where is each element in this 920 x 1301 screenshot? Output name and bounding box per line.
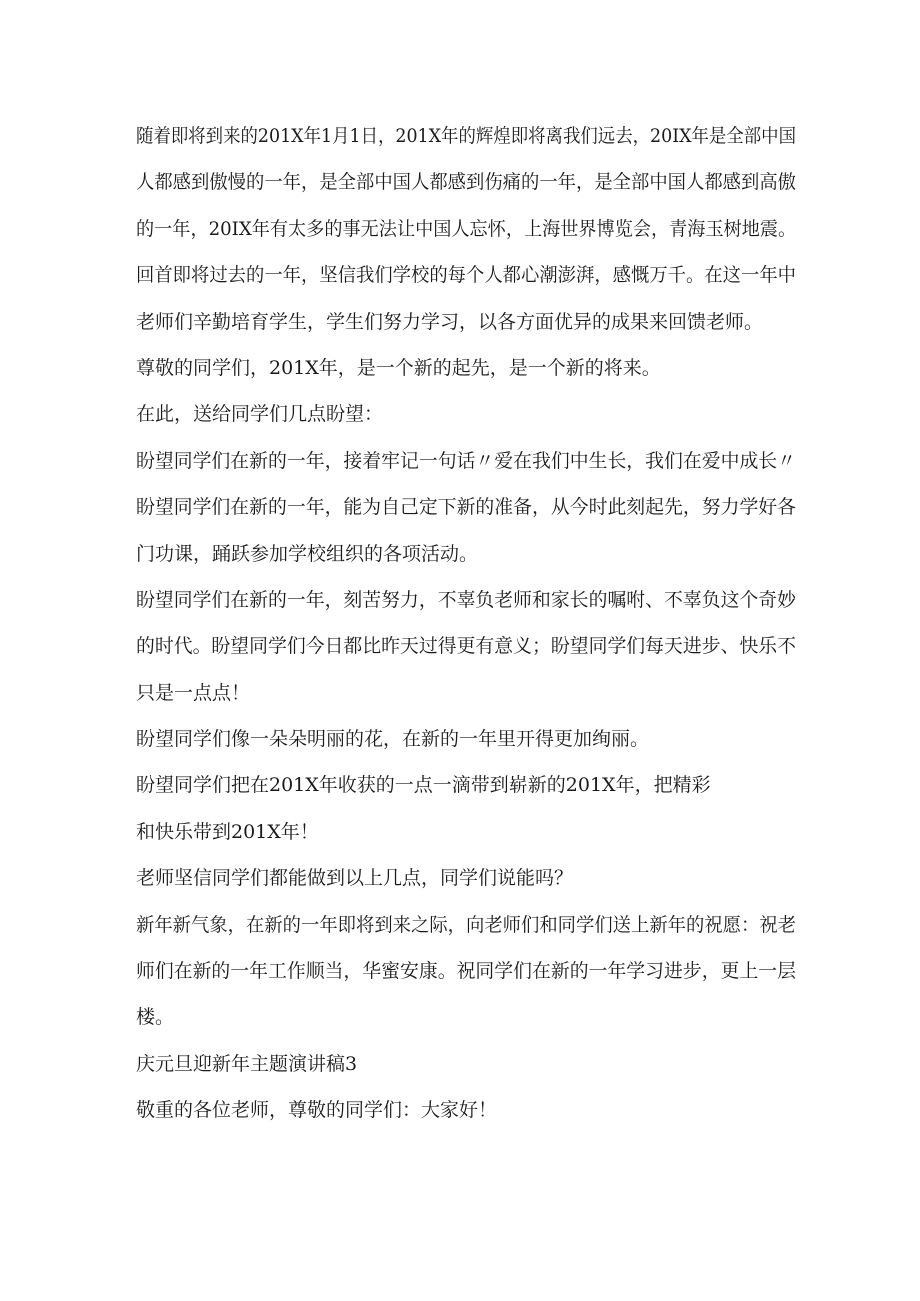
text-line: 在此，送给同学们几点盼望： (136, 403, 384, 426)
text-line: 的一年，20IX年有太多的事无法让中国人忘怀，上海世界博览会，青海玉树地震。 (136, 217, 797, 240)
text-line: 和快乐带到201X年！ (136, 820, 319, 843)
text-line: 盼望同学们在新的一年，刻苦努力，不辜负老师和家长的嘱咐、不辜负这个奇妙 (136, 588, 797, 611)
text-line: 老师们辛勤培育学生，学生们努力学习，以各方面优异的成果来回馈老师。 (136, 310, 764, 333)
text-line: 门功课，踊跃参加学校组织的各项活动。 (136, 542, 479, 565)
text-line: 敬重的各位老师，尊敬的同学们：大家好！ (136, 1099, 498, 1122)
text-line: 新年新气象，在新的一年即将到来之际，向老师们和同学们送上新年的祝愿：祝老 (136, 913, 797, 936)
text-line: 楼。 (136, 1006, 175, 1029)
text-line: 师们在新的一年工作顺当，华蜜安康。祝同学们在新的一年学习进步，更上一层 (136, 960, 797, 983)
text-line: 盼望同学们在新的一年，能为自己定下新的准备，从今时此刻起先，努力学好各 (136, 496, 797, 519)
text-line: 盼望同学们像一朵朵明丽的花，在新的一年里开得更加绚丽。 (136, 728, 650, 751)
document-body (136, 113, 796, 1134)
text-line: 只是一点点！ (136, 681, 251, 704)
text-line: 回首即将过去的一年，坚信我们学校的每个人都心潮澎湃，感慨万千。在这一年中 (136, 264, 797, 287)
text-line: 随着即将到来的201X年1月1日，201X年的辉煌即将离我们远去，20IX年是全部中国 (136, 125, 797, 147)
section-heading: 庆元旦迎新年主题演讲稿3 (136, 1052, 358, 1075)
text-line: 老师坚信同学们都能做到以上几点，同学们说能吗？ (136, 867, 574, 890)
text-line: 的时代。盼望同学们今日都比昨天过得更有意义；盼望同学们每天进步、快乐不 (136, 635, 797, 658)
text-line: 盼望同学们在新的一年，接着牢记一句话〃爱在我们中生长，我们在爱中成长〃 (136, 449, 797, 472)
text-line: 人都感到傲慢的一年，是全部中国人都感到伤痛的一年，是全部中国人都感到高傲 (136, 171, 797, 194)
text-line: 尊敬的同学们，201X年，是一个新的起先，是一个新的将来。 (136, 356, 661, 379)
text-line: 盼望同学们把在201X年收获的一点一滴带到崭新的201X年，把精彩 (136, 774, 711, 797)
